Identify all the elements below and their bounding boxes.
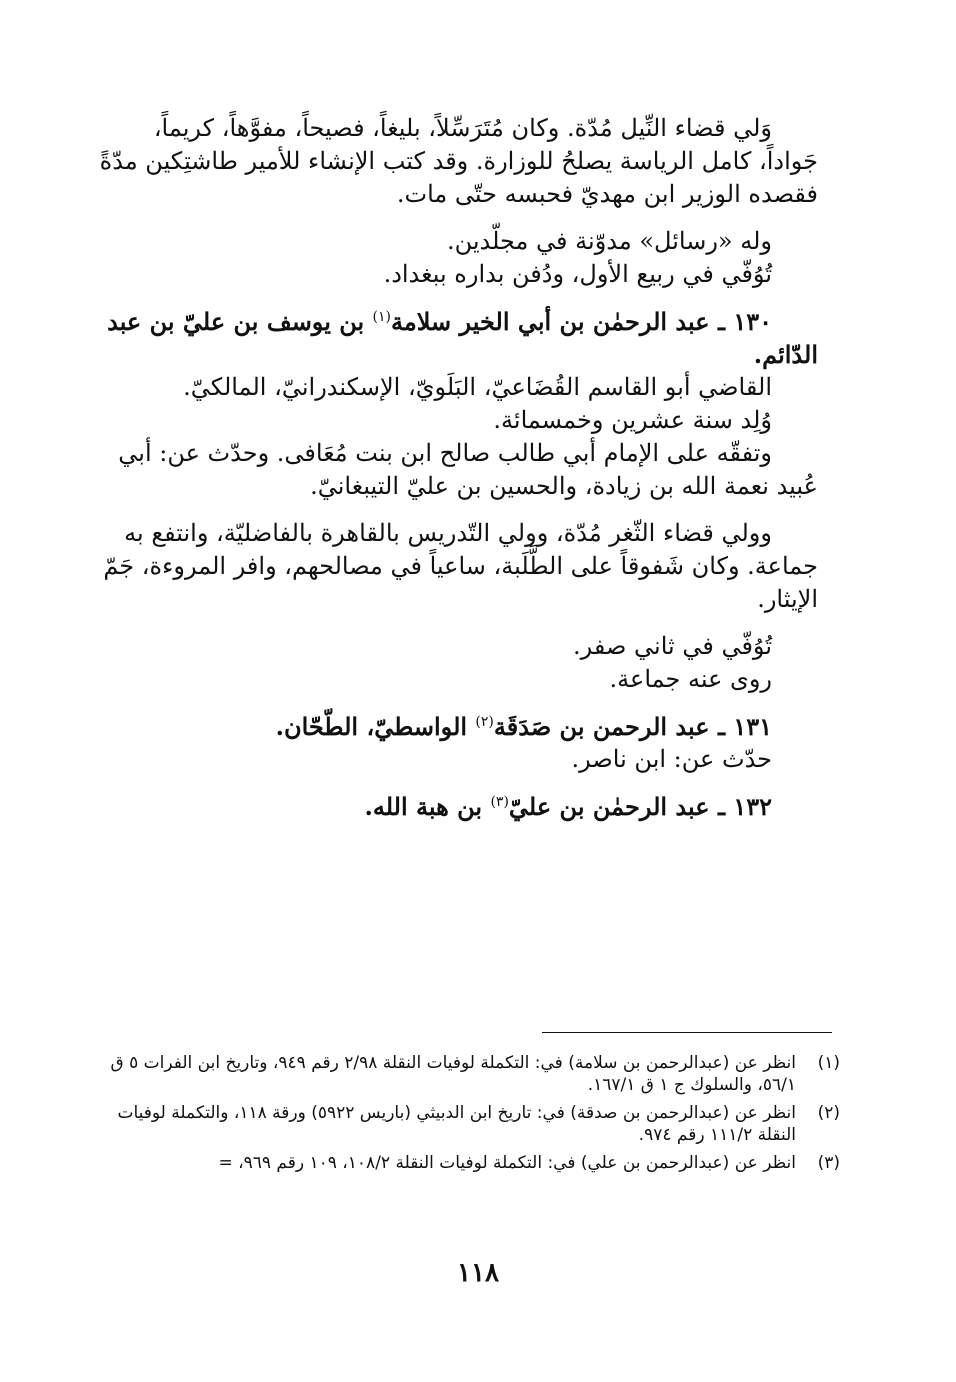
footnote [110, 1052, 840, 1096]
text-line: عُبيد نعمة الله بن زيادة، والحسين بن عليّ التيبغانيّ. [310, 472, 818, 500]
paragraph [99, 112, 818, 211]
spacer [106, 776, 818, 790]
text-line: حدّث عن: ابن ناصر. [571, 745, 772, 773]
text-line: جماعة. وكان شَفوقاً على الطَّلَبة، ساعياً في مصالحهم، وافر المروءة، جَمّ [103, 552, 818, 580]
footnote-number: (١) [817, 1053, 840, 1073]
text-line: تُوُفّي في ربيع الأول، ودُفن بداره ببغداد. [383, 260, 772, 288]
entry-131-heading [106, 710, 818, 743]
footnote-number: (٣) [817, 1153, 840, 1173]
page-number: ١١٨ [457, 1258, 499, 1288]
entry-name: عبد الرحمٰن بن أبي الخير سلامة [391, 307, 710, 336]
footnote-ref: (١) [372, 309, 392, 325]
text-line: وتفقّه على الإمام أبي طالب صالح ابن بنت مُعَافى. وحدّث عن: أبي [118, 439, 772, 467]
footnote [110, 1102, 840, 1146]
entry-name: عبد الرحمٰن بن عليّ [508, 792, 710, 821]
footnote-ref: (٣) [490, 794, 509, 810]
footnotes [110, 1052, 840, 1180]
text-line: وُلِد سنة عشرين وخمسمائة. [493, 406, 772, 434]
text-line: القاضي أبو القاسم القُضَاعيّ، البَلَويّ، الإسكندرانيّ، المالكيّ. [183, 373, 772, 401]
spacer [106, 696, 818, 710]
footnote [110, 1152, 840, 1174]
entry-number: ١٣٢ ـ [717, 792, 772, 821]
entry-number: ١٣٠ ـ [717, 307, 772, 336]
footnote-number: (٢) [817, 1103, 840, 1123]
spacer [106, 503, 818, 517]
entry-130-heading [106, 305, 818, 371]
footnote-divider [542, 1032, 832, 1033]
spacer [106, 211, 818, 225]
entry-132-heading [106, 790, 818, 823]
footnote-text: انظر عن (عبدالرحمن بن صدقة) في: تاريخ ابن الدبيثي (باريس ٥٩٢٢) ورقة ١١٨، والتكملة لوفيات النقلة ١١١/٢ رقم ٩٧٤. [117, 1103, 796, 1145]
footnote-text: انظر عن (عبدالرحمن بن علي) في: التكملة لوفيات النقلة ١٠٨/٢، ١٠٩ رقم ٩٦٩، = [218, 1153, 796, 1173]
text-line: تُوُفّي في ثاني صفر. [573, 632, 772, 660]
spacer [106, 616, 818, 630]
entry-number: ١٣١ ـ [717, 712, 772, 741]
text-line: الإيثار. [757, 585, 818, 613]
text-line: فقصده الوزير ابن مهديّ فحبسه حتّى مات. [396, 180, 818, 208]
text-line: وَلي قضاء النِّيل مُدّة. وكان مُتَرَسِّلاً، بليغاً، فصيحاً، مفوَّهاً، كريماً، [153, 114, 772, 142]
entry-name-cont: بن هبة الله. [364, 792, 483, 821]
text-line: جَواداً، كامل الرياسة يصلحُ للوزارة. وقد كتب الإنشاء للأمير طاشتِكين مدّةً [99, 147, 818, 175]
spacer [106, 291, 818, 305]
main-text [99, 112, 818, 823]
text-line: روى عنه جماعة. [609, 665, 772, 693]
text-line: وله «رسائل» مدوّنة في مجلّدين. [446, 227, 772, 255]
entry-name: عبد الرحمن بن صَدَقَة [493, 712, 710, 741]
entry-name-cont: بن يوسف بن عليّ بن عبد [107, 307, 365, 336]
text-line: وولي قضاء الثّغر مُدّة، وولي التّدريس بالقاهرة بالفاضليّة، وانتفع به [124, 519, 772, 547]
entry-name-cont: الواسطيّ، الطّحّان. [275, 712, 468, 741]
footnote-ref: (٢) [475, 714, 494, 730]
entry-name-cont: الدّائم. [753, 340, 818, 369]
footnote-text: انظر عن (عبدالرحمن بن سلامة) في: التكملة لوفيات النقلة ٢/٩٨ رقم ٩٤٩، وتاريخ ابن الفرات ٥ ق ٥٦/١، والسلوك ج ١ ق ١٦٧/١. [110, 1053, 796, 1095]
